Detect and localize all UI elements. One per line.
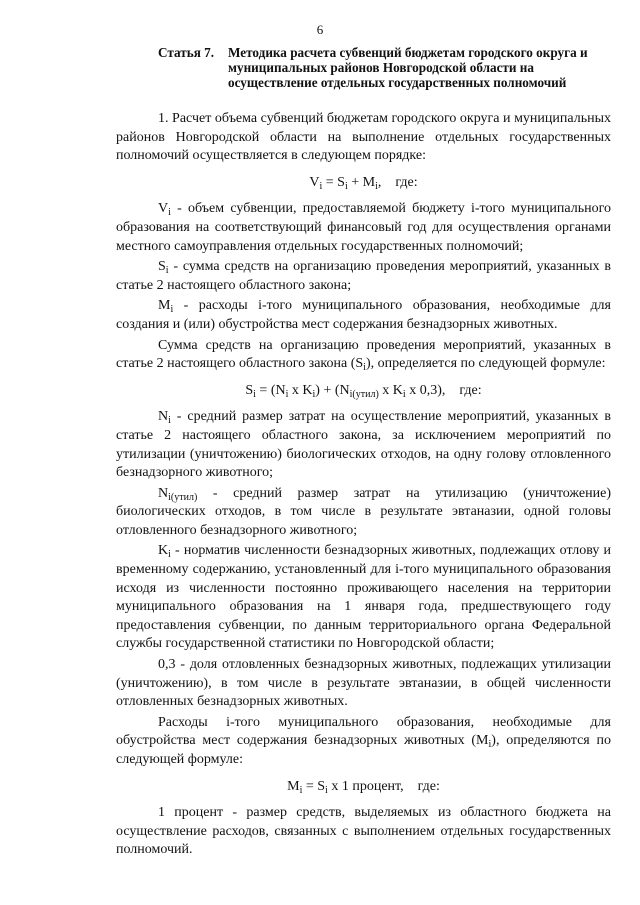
document-body	[116, 110, 611, 864]
formula-vi	[116, 174, 611, 193]
page-number: 6	[316, 22, 324, 37]
paragraph-expenses: Расходы i-того муниципального образования, необходимые для обустройства мест содержания безнадзорных животных $(M_i)$, определяются по следующей формуле:	[116, 714, 611, 767]
definition-ki: $K_i$ - норматив численности безнадзорных животных, подлежащих отлову и временному содержанию, установленный для i-того муниципального образования исходя из численности постоянно проживающего населения на территории муниципального образования на 1 января года, предшествующего году предоставления субвенции, по данным территориального органа Федеральной службы государственной статистики по Новгородской области;	[116, 543, 611, 652]
definition-si: $S_i$ - сумма средств на организацию проведения мероприятий, указанных в статье 2 настоящего областного закона;	[116, 259, 611, 293]
definition-share: 0,3 - доля отловленных безнадзорных животных, подлежащих утилизации (уничтожению), в том числе в результате эвтаназии, в общей численности отловленных безнадзорных животных.	[116, 657, 611, 710]
formula-si-expression: $S_i = (N_i$ x $K_i) + (N_{i(утил)}$ x $K_i$ x 0,3),	[245, 382, 446, 400]
formula-si	[116, 382, 611, 401]
article-heading	[158, 45, 598, 90]
paragraph-calculation: 1. Расчет объема субвенций бюджетам городского округа и муниципальных районов Новгородской области на выполнение отдельных государственных полномочий осуществляется в следующем порядке:	[116, 111, 611, 164]
definition-ni-util: $N_{i(утил)}$ - средний размер затрат на утилизацию (уничтожение) биологических отходов, в том числе в результате эвтаназии, одной головы отловленного безнадзорного животного;	[116, 485, 611, 538]
formula-mi-expression: $M_i = S_i$ x 1 процент,	[287, 778, 404, 796]
definition-ni: $N_i$ - средний размер затрат на осуществление мероприятий, указанных в статье 2 настоящего областного закона, за исключением мероприятий по утилизации (уничтожению) биологических отходов, на одну голову отловленного безнадзорного животного;	[116, 409, 611, 481]
formula-vi-expression: $V_i = S_i + M_i$,	[309, 174, 382, 192]
formula-si-where: где:	[459, 382, 482, 398]
formula-mi-where: где:	[417, 778, 440, 794]
formula-mi	[116, 778, 611, 797]
formula-vi-where: где:	[395, 174, 418, 190]
definition-percent: 1 процент - размер средств, выделяемых из областного бюджета на осуществление расходов, связанных с выполнением отдельных государственных полномочий.	[116, 805, 611, 858]
definition-vi: $V_i$ - объем субвенции, предоставляемой бюджету i-того муниципального образования на соответствующий финансовый год для осуществления органами местного самоуправления отдельных государственных полномочий;	[116, 201, 611, 254]
article-title: Методика расчета субвенций бюджетам городского округа и муниципальных районов Новгородской области на осуществление отдельных государственных полномочий	[228, 45, 588, 90]
paragraph-sum: Сумма средств на организацию проведения мероприятий, указанных в статье 2 настоящего областного закона $(S_i)$, определяется по следующей формуле:	[116, 337, 611, 374]
definition-mi: $M_i$ - расходы i-того муниципального образования, необходимые для создания и (или) обустройства мест содержания безнадзорных животных.	[116, 298, 611, 332]
article-label: Статья 7.	[158, 45, 215, 60]
